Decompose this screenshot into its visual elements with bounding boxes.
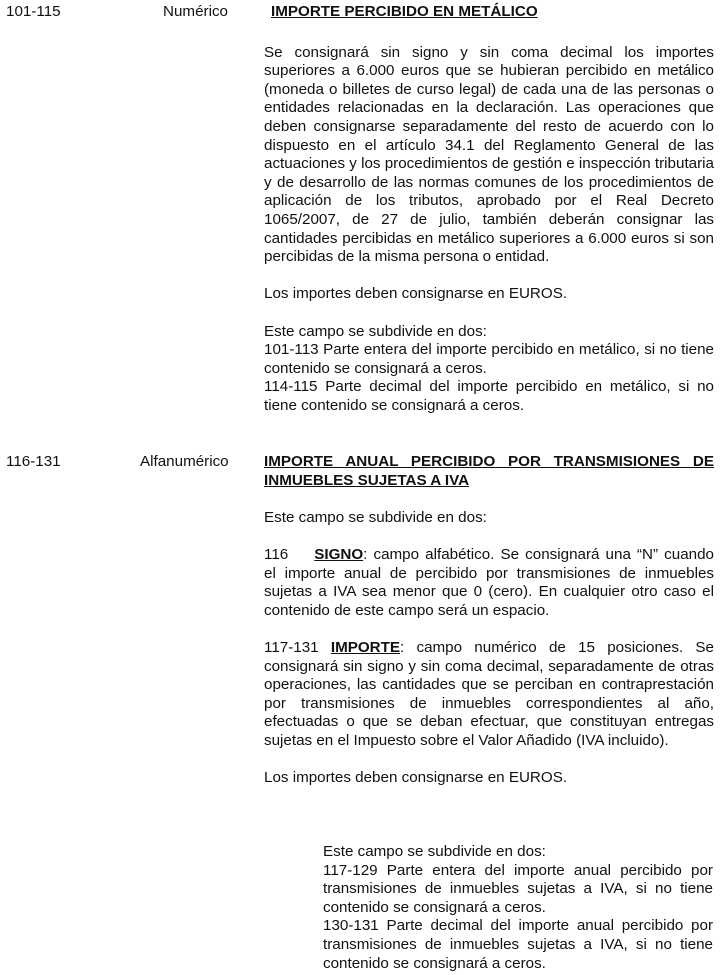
field-title: IMPORTE ANUAL PERCIBIDO POR TRANSMISIONES DE INMUEBLES SUJETAS A IVA — [264, 453, 714, 489]
nested-subdivision — [323, 843, 713, 973]
signo-text: : campo alfabético. Se consignará una “N” cuando el importe anual de percibido por transmisiones de inmuebles sujetas a IVA sea menor que 0 (cero). En cualquier otro caso el contenido de este campo será un espacio. — [264, 545, 714, 619]
signo-position: 116 — [264, 545, 289, 563]
currency-note: Los importes deben consignarse en EUROS. — [264, 285, 568, 303]
subdivide-note: Este campo se subdivide en dos: — [264, 508, 487, 526]
subfield-decimal: 114-115 Parte decimal del importe percibido en metálico, si no tiene contenido se consignará a ceros. — [264, 378, 714, 414]
subfield-integer: 117-129 Parte entera del importe anual percibido por transmisiones de inmuebles sujetas a IVA, si no tiene contenido se consignará a ceros. — [323, 861, 713, 916]
subdivide-note: Este campo se subdivide en dos: — [323, 843, 546, 860]
description-paragraph: Se consignará sin signo y sin coma decimal los importes superiores a 6.000 euros que se hubieran percibido en metálico (moneda o billetes de curso legal) de cada una de las personas o entidades relacionadas en la declaración. Las operaciones que deben consignarse separadamente del resto de acuerdo con lo dispuesto en el artículo 34.1 del Reglamento General de las actuaciones y los procedimientos de gestión e inspección tributaria y de desarrollo de las normas comunes de los procedimientos de aplicación de los tributos, aprobado por el Real Decreto 1065/2007, de 27 de julio, también deberán consignar las cantidades percibidas en metálico superiores a 6.000 euros si son percibidas de la misma persona o entidad. — [264, 43, 714, 266]
signo-label: SIGNO — [314, 545, 364, 563]
signo-paragraph — [264, 546, 714, 620]
importe-label: IMPORTE — [330, 638, 401, 656]
subfield-decimal: 130-131 Parte decimal del importe anual percibido por transmisiones de inmuebles sujetas a IVA, si no tiene contenido se consignará a ceros. — [323, 917, 713, 972]
field-position: 101-115 — [6, 3, 61, 20]
field-title: IMPORTE PERCIBIDO EN METÁLICO — [271, 3, 538, 20]
field-position: 116-131 — [6, 453, 61, 470]
importe-position: 117-131 — [264, 638, 319, 656]
field-description — [264, 453, 714, 788]
subdivide-note: Este campo se subdivide en dos: — [264, 322, 487, 340]
subfield-integer: 101-113 Parte entera del importe percibido en metálico, si no tiene contenido se consignará a ceros. — [264, 341, 714, 377]
field-type: Numérico — [163, 3, 228, 20]
importe-text: : campo numérico de 15 posiciones. Se consignará sin signo y sin coma decimal, separadamente de otras operaciones, las cantidades que se perciban en contraprestación por transmisiones de inmuebles correspondientes al año, efectuadas o que se deban efectuar, que constituyan entregas sujetas en el Impuesto sobre el Valor Añadido (IVA incluido). — [264, 638, 714, 749]
field-type: Alfanumérico — [140, 453, 229, 470]
importe-paragraph — [264, 639, 714, 751]
field-description — [264, 3, 714, 415]
currency-note: Los importes deben consignarse en EUROS. — [264, 769, 568, 787]
